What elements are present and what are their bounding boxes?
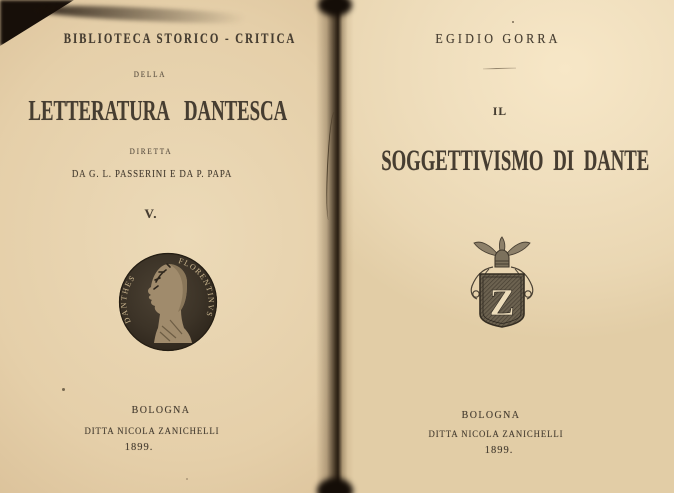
imprint-city-left: BOLOGNA — [131, 405, 191, 416]
imprint-publisher-right: DITTA NICOLA ZANICHELLI — [428, 430, 564, 440]
dante-medallion-image — [118, 252, 218, 352]
title-article: IL — [492, 106, 508, 118]
binding-gutter-shadow — [316, 0, 354, 493]
paper-speck — [186, 478, 188, 480]
imprint-publisher-left: DITTA NICOLA ZANICHELLI — [84, 427, 220, 437]
book-title: SOGGETTIVISMO DI DANTE — [381, 144, 650, 177]
edited-by-label: DIRETTA — [129, 147, 173, 156]
series-title: BIBLIOTECA STORICO - CRITICA — [63, 31, 297, 48]
imprint-year-left: 1899. — [124, 442, 154, 453]
series-name: LETTERATURA DANTESCA — [28, 95, 288, 127]
paper-speck — [62, 388, 65, 391]
editors-line: DA G. L. PASSERINI E DA P. PAPA — [71, 169, 233, 180]
medallion-inscription-right: FLORENTINVS — [177, 256, 216, 319]
author-name: EGIDIO GORRA — [435, 30, 561, 47]
volume-number: V. — [144, 206, 158, 221]
helmet — [495, 250, 509, 267]
medallion-inscription-left: DANTHES — [119, 272, 138, 325]
emblem-initial: Z — [489, 282, 515, 324]
publisher-emblem — [456, 236, 548, 336]
series-connector: DELLA — [133, 70, 167, 79]
imprint-year-right: 1899. — [484, 445, 514, 456]
imprint-city-right: BOLOGNA — [461, 410, 521, 421]
paper-speck — [512, 21, 514, 23]
